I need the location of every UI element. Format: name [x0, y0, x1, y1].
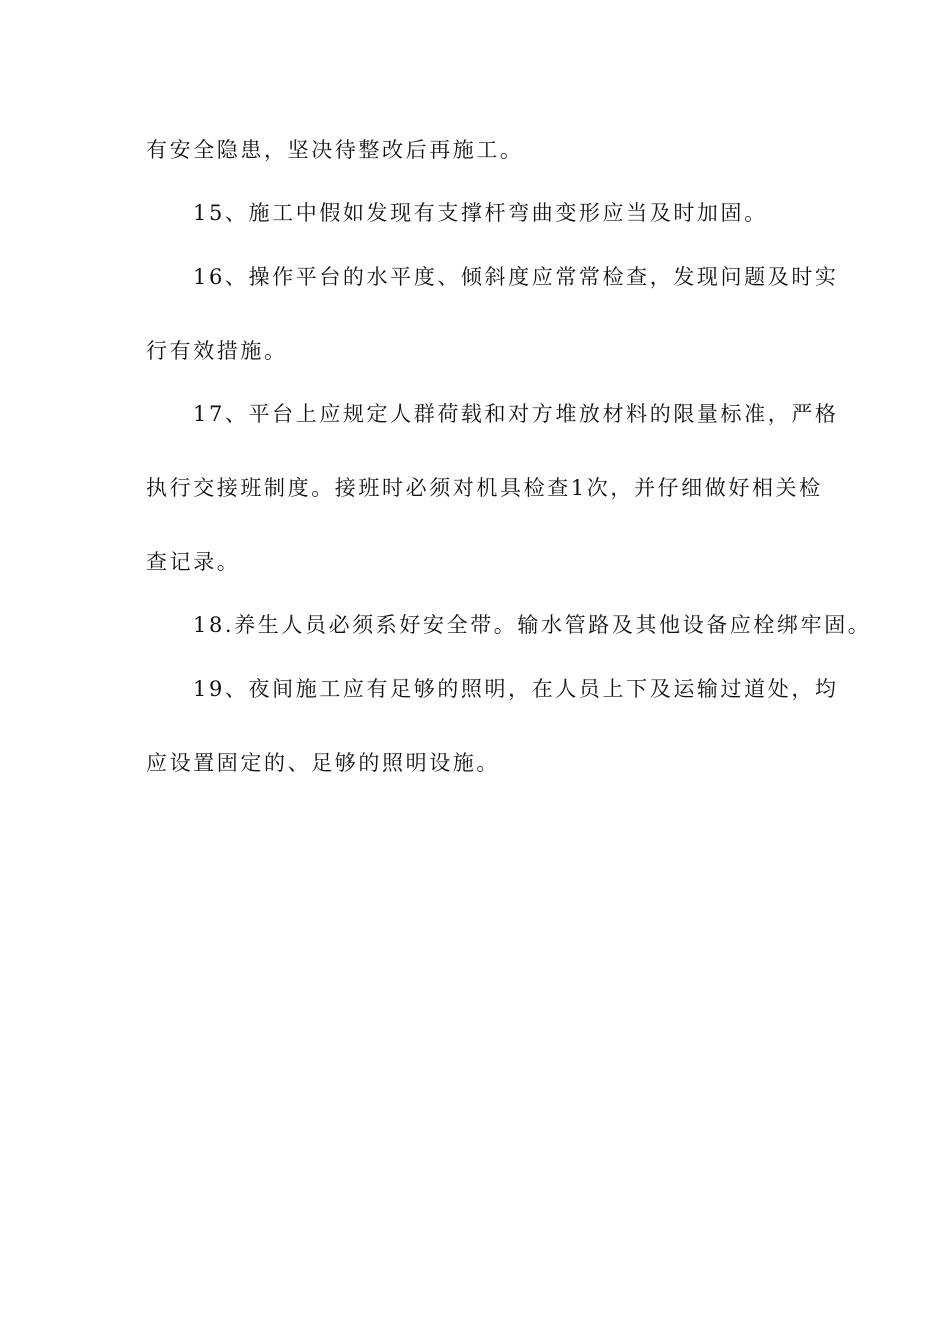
item-15-line-1: 15、施工中假如发现有支撑杆弯曲变形应当及时加固。 — [193, 201, 768, 225]
item-16-line-2: 行有效措施。 — [146, 339, 288, 363]
item-17-line-1: 17、平台上应规定人群荷载和对方堆放材料的限量标准，严格 — [193, 402, 839, 426]
item-19-line-2: 应设置固定的、足够的照明设施。 — [146, 751, 500, 775]
text-line-1: 有安全隐患，坚决待整改后再施工。 — [146, 138, 524, 162]
item-19-line-1: 19、夜间施工应有足够的照明，在人员上下及运输过道处，均 — [193, 677, 839, 701]
item-17-line-3: 查记录。 — [146, 550, 241, 574]
item-17-line-2: 执行交接班制度。接班时必须对机具检查1次，并仔细做好相关检 — [146, 476, 823, 500]
item-18-line-1: 18.养生人员必须系好安全带。输水管路及其他设备应栓绑牢固。 — [193, 613, 872, 637]
item-16-line-1: 16、操作平台的水平度、倾斜度应常常检查，发现问题及时实 — [193, 265, 839, 289]
